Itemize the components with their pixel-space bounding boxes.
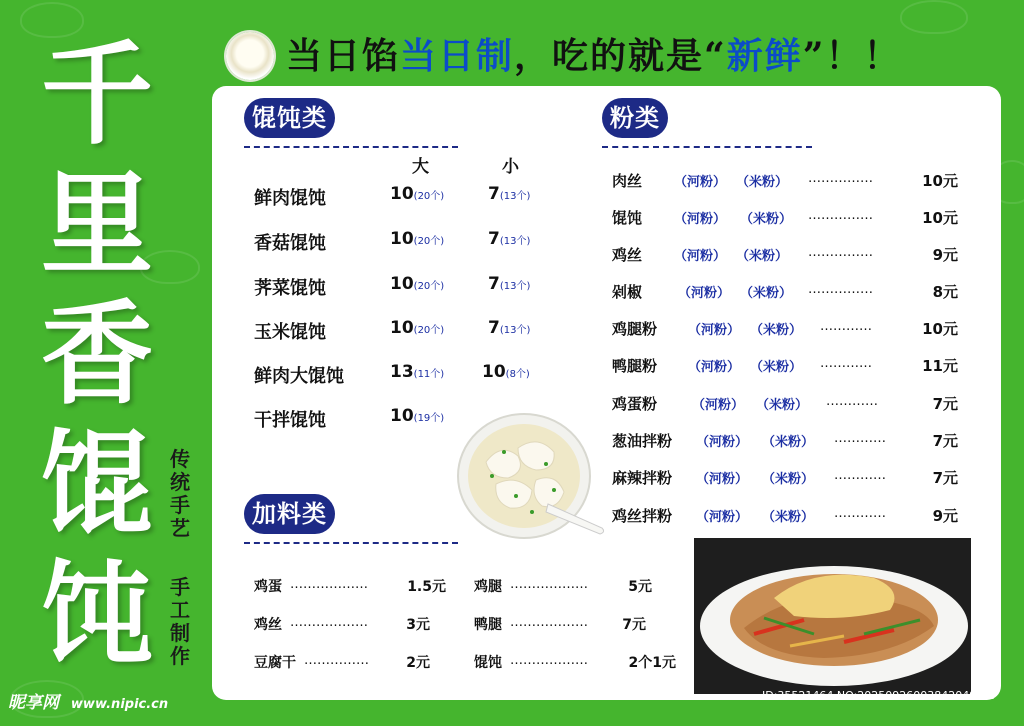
noodle-price: 7元 xyxy=(932,432,958,450)
noodle-row xyxy=(612,170,958,192)
noodle-name: 肉丝 xyxy=(612,172,643,190)
noodle-row xyxy=(612,318,958,340)
addon-price: 3元 xyxy=(406,617,430,633)
noodle-option-mifen: （米粉） xyxy=(740,286,793,301)
fried-noodle-photo xyxy=(694,538,971,694)
section-divider xyxy=(602,146,812,148)
leader-dots: ………… xyxy=(834,506,886,521)
noodle-option-mifen: （米粉） xyxy=(762,510,815,525)
addon-row xyxy=(474,614,646,636)
wonton-name: 玉米馄饨 xyxy=(254,322,326,343)
slogan-part: ，吃的就是“ xyxy=(514,35,727,77)
leader-dots: ……………… xyxy=(290,615,368,630)
section-divider xyxy=(244,146,458,148)
leader-dots: …………… xyxy=(808,171,873,186)
noodle-option-mifen: （米粉） xyxy=(756,398,809,413)
noodles-section-label: 粉类 xyxy=(602,98,668,138)
leader-dots: …………… xyxy=(304,653,369,668)
noodle-name: 葱油拌粉 xyxy=(612,432,673,450)
noodle-price: 8元 xyxy=(932,283,958,301)
brand-title-char: 里 xyxy=(41,159,153,290)
noodle-name: 馄饨 xyxy=(612,209,643,227)
addon-price: 2元 xyxy=(406,655,430,671)
noodle-row xyxy=(612,244,958,266)
slogan-highlight: 当日制 xyxy=(400,35,515,77)
watermark-logo xyxy=(8,688,168,713)
noodle-name: 鸡丝 xyxy=(612,246,643,264)
noodle-name: 鸡腿粉 xyxy=(612,320,658,338)
noodle-option-hefen: （河粉） xyxy=(692,398,745,413)
noodle-option-hefen: （河粉） xyxy=(674,249,727,264)
slogan-part: 当日馅 xyxy=(286,35,401,77)
leader-dots: ……………… xyxy=(290,577,368,592)
wonton-name: 荠菜馄饨 xyxy=(254,278,326,299)
addon-price: 1.5元 xyxy=(407,579,446,595)
addon-row xyxy=(254,652,430,674)
noodle-option-hefen: （河粉） xyxy=(678,286,731,301)
noodle-price: 10元 xyxy=(922,172,958,190)
noodle-row xyxy=(612,467,958,489)
price-large: 10(20个) xyxy=(390,318,445,338)
fried-noodle-plate-image xyxy=(694,538,971,694)
noodle-name: 鸭腿粉 xyxy=(612,357,658,375)
noodle-option-hefen: （河粉） xyxy=(696,435,749,450)
brand-subtitle-traditional: 传统手艺 xyxy=(170,447,190,540)
noodle-name: 鸡丝拌粉 xyxy=(612,507,673,525)
noodle-option-hefen: （河粉） xyxy=(696,472,749,487)
column-header-large: 大 xyxy=(412,157,429,177)
noodle-price: 7元 xyxy=(932,395,958,413)
noodle-name: 剁椒 xyxy=(612,283,643,301)
watermark-logo-text: 昵享网 xyxy=(8,693,59,713)
noodle-price: 9元 xyxy=(932,246,958,264)
brand-subtitle-handmade: 手工制作 xyxy=(170,575,190,668)
price-large: 13(11个) xyxy=(390,362,445,382)
price-small: 7(13个) xyxy=(488,184,531,204)
leader-dots: ………… xyxy=(834,431,886,446)
noodle-row xyxy=(612,430,958,452)
addon-row xyxy=(474,576,652,598)
leader-dots: ………… xyxy=(820,356,872,371)
noodle-row xyxy=(612,393,958,415)
slogan-text xyxy=(286,34,901,78)
wonton-bowl-photo xyxy=(456,412,608,544)
watermark-id: ID:35521464 NO:20250926003842049107 xyxy=(762,689,998,702)
wonton-name: 香菇馄饨 xyxy=(254,233,326,254)
wonton-name: 干拌馄饨 xyxy=(254,410,326,431)
addon-price: 7元 xyxy=(622,617,646,633)
noodle-option-mifen: （米粉） xyxy=(740,212,793,227)
noodle-price: 10元 xyxy=(922,320,958,338)
price-small: 7(13个) xyxy=(488,318,531,338)
addon-name: 鸡蛋 xyxy=(254,579,282,595)
price-small: 10(8个) xyxy=(482,362,530,382)
watermark-site: www.nipic.cn xyxy=(70,697,169,712)
noodle-name: 麻辣拌粉 xyxy=(612,469,673,487)
price-large: 10(20个) xyxy=(390,184,445,204)
addon-name: 鸡腿 xyxy=(474,579,502,595)
noodle-option-hefen: （河粉） xyxy=(674,175,727,190)
leader-dots: …………… xyxy=(808,282,873,297)
addon-name: 豆腐干 xyxy=(254,655,296,671)
noodle-option-hefen: （河粉） xyxy=(674,212,727,227)
price-small: 7(13个) xyxy=(488,274,531,294)
dumpling-outline-decoration xyxy=(900,0,968,34)
wonton-section-header xyxy=(244,98,335,138)
price-large: 10(20个) xyxy=(390,229,445,249)
slogan-highlight: 新鲜 xyxy=(726,35,803,77)
brand-title-char: 饨 xyxy=(41,549,153,680)
noodle-option-hefen: （河粉） xyxy=(688,360,741,375)
column-header-small: 小 xyxy=(502,157,519,177)
noodle-price: 11元 xyxy=(922,357,958,375)
addon-price: 2个1元 xyxy=(628,655,676,671)
leader-dots: ……………… xyxy=(510,615,588,630)
brand-title-char: 馄 xyxy=(41,419,153,550)
leader-dots: ………… xyxy=(820,319,872,334)
noodle-row xyxy=(612,355,958,377)
noodle-option-hefen: （河粉） xyxy=(696,510,749,525)
leader-dots: …………… xyxy=(808,208,873,223)
noodle-option-mifen: （米粉） xyxy=(750,323,803,338)
slogan xyxy=(226,30,1016,82)
leader-dots: ……………… xyxy=(510,653,588,668)
wonton-bowl-icon xyxy=(226,32,274,80)
addon-row xyxy=(254,576,446,598)
price-large: 10(19个) xyxy=(390,406,445,426)
leader-dots: ……………… xyxy=(510,577,588,592)
noodle-option-mifen: （米粉） xyxy=(736,175,789,190)
wonton-name: 鲜肉馄饨 xyxy=(254,188,326,209)
noodle-price: 10元 xyxy=(922,209,958,227)
addon-name: 鸡丝 xyxy=(254,617,282,633)
noodle-option-mifen: （米粉） xyxy=(762,435,815,450)
noodle-option-mifen: （米粉） xyxy=(750,360,803,375)
noodle-option-hefen: （河粉） xyxy=(688,323,741,338)
noodle-row xyxy=(612,207,958,229)
noodle-option-mifen: （米粉） xyxy=(762,472,815,487)
leader-dots: …………… xyxy=(808,245,873,260)
addon-price: 5元 xyxy=(628,579,652,595)
leader-dots: ………… xyxy=(826,394,878,409)
brand-title xyxy=(32,30,162,680)
noodle-row xyxy=(612,505,958,527)
noodle-name: 鸡蛋粉 xyxy=(612,395,658,413)
noodle-option-mifen: （米粉） xyxy=(736,249,789,264)
price-small: 7(13个) xyxy=(488,229,531,249)
addon-name: 鸭腿 xyxy=(474,617,502,633)
noodle-price: 9元 xyxy=(932,507,958,525)
price-large: 10(20个) xyxy=(390,274,445,294)
brand-title-char: 千 xyxy=(41,29,153,160)
wonton-section-label: 馄饨类 xyxy=(244,98,335,138)
brand-title-char: 香 xyxy=(41,289,153,420)
noodle-price: 7元 xyxy=(932,469,958,487)
addon-name: 馄饨 xyxy=(474,655,502,671)
leader-dots: ………… xyxy=(834,468,886,483)
noodle-row xyxy=(612,281,958,303)
slogan-part: ”！！ xyxy=(802,35,902,77)
addons-section-label: 加料类 xyxy=(244,494,335,534)
section-divider xyxy=(244,542,458,544)
addon-row xyxy=(474,652,676,674)
addons-section-header xyxy=(244,494,335,534)
addon-row xyxy=(254,614,430,636)
wonton-name: 鲜肉大馄饨 xyxy=(254,366,344,387)
noodles-section-header xyxy=(602,98,668,138)
